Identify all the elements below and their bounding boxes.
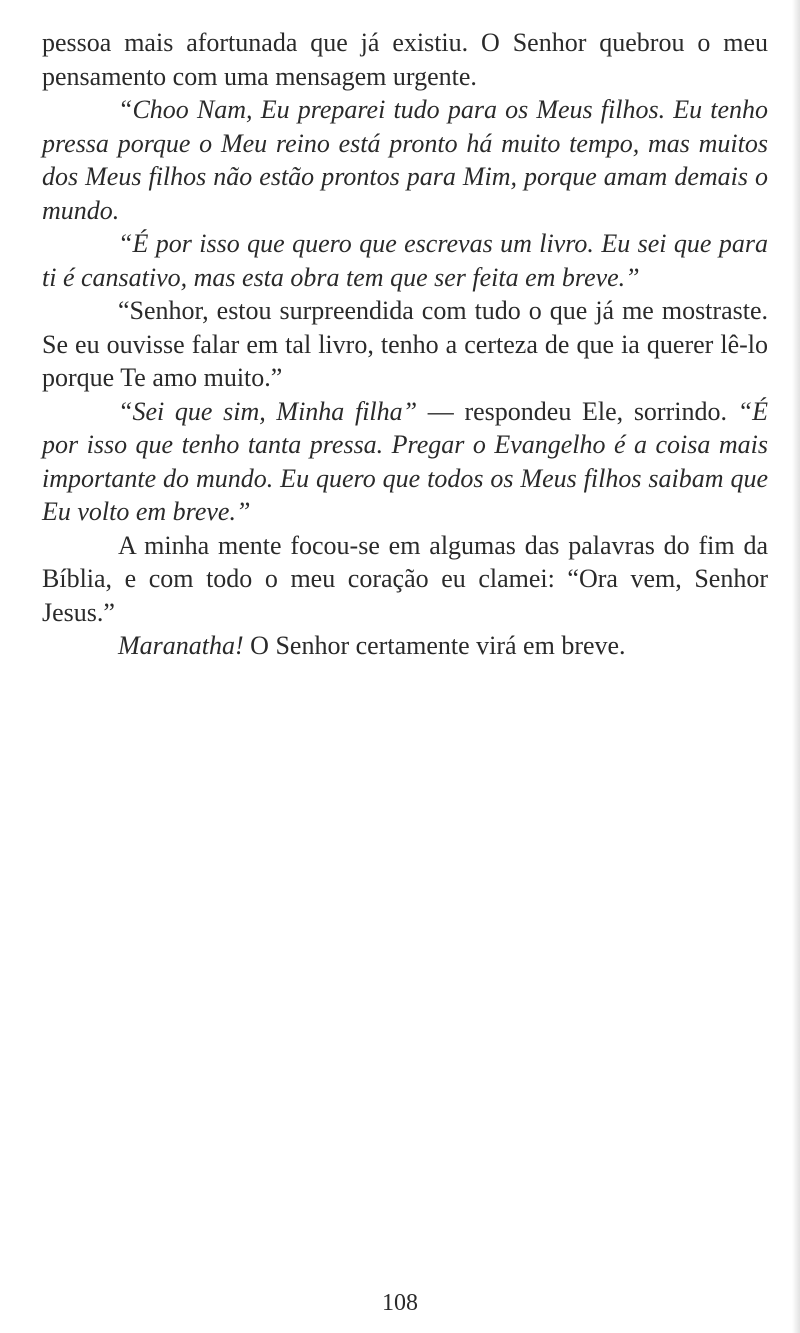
- page-number: 108: [382, 1290, 418, 1316]
- text-segment: O Senhor certamente virá em breve.: [243, 631, 626, 660]
- paragraph-2: [42, 93, 768, 227]
- body-text: [42, 26, 768, 663]
- paragraph-7: [42, 629, 768, 663]
- text-segment: Maranatha!: [118, 631, 244, 660]
- text-segment: pessoa mais afortunada que já existiu. O Senhor quebrou o meu pensamento com uma mensagem urgente.: [42, 28, 768, 91]
- paragraph-6: [42, 529, 768, 630]
- text-segment: “É por isso que tenho tanta pressa. Pregar o Evangelho é a coisa mais importante do mundo. Eu quero que todos os Meus filhos saibam que Eu volto em breve.”: [42, 396, 768, 526]
- text-segment: “Choo Nam, Eu preparei tudo para os Meus filhos. Eu tenho pressa porque o Meu reino está pronto há muito tempo, mas muitos dos Meus filhos não estão prontos para Mim, porque amam demais o mundo.: [42, 95, 768, 225]
- paragraph-5: [42, 395, 768, 529]
- paragraph-1: [42, 26, 768, 93]
- text-segment: “Senhor, estou surpreendida com tudo o que já me mostraste. Se eu ouvisse falar em tal livro, tenho a certeza de que ia querer lê-lo porque Te amo muito.”: [42, 296, 768, 392]
- paragraph-3: [42, 227, 768, 294]
- text-segment: — respondeu Ele, sorrindo.: [417, 396, 738, 426]
- text-segment: “É por isso que quero que escrevas um livro. Eu sei que para ti é cansativo, mas esta obra tem que ser feita em breve.”: [42, 229, 768, 292]
- paragraph-4: [42, 294, 768, 395]
- text-segment: “Sei que sim, Minha filha”: [118, 396, 418, 426]
- text-segment: A minha mente focou-se em algumas das palavras do fim da Bíblia, e com todo o meu coração eu clamei: “Ora vem, Senhor Jesus.”: [42, 530, 768, 627]
- page-edge-shadow: [792, 0, 800, 1333]
